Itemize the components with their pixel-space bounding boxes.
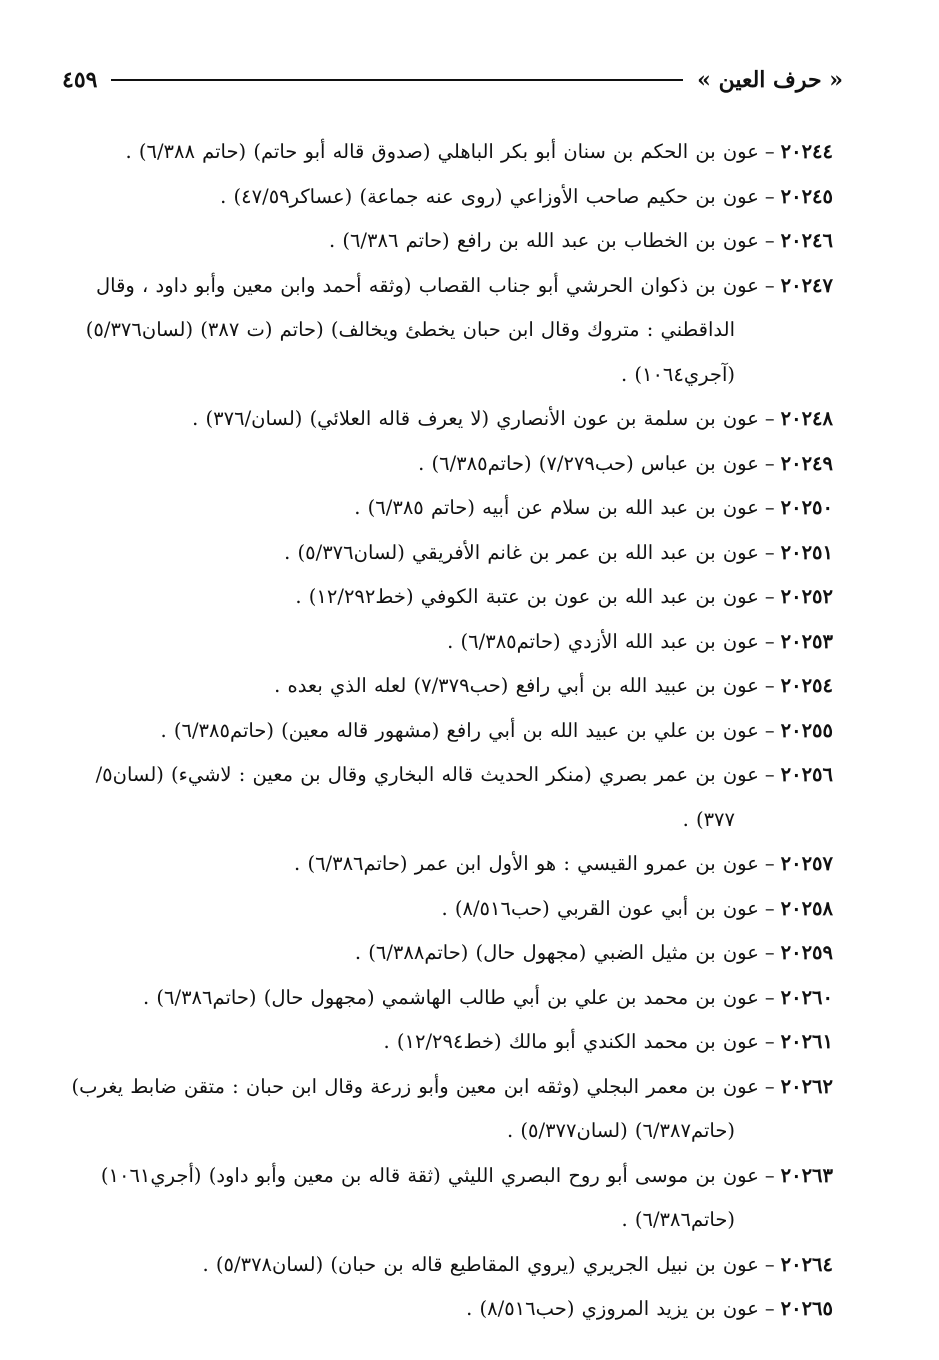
entry-text: عون بن عبيد الله بن أبي رافع (حب٧/٣٧٩) لعله الذي بعده . bbox=[274, 674, 759, 697]
entry-item bbox=[66, 1287, 833, 1332]
entry-number: ٢٠٢٥٤ bbox=[780, 674, 833, 697]
entry-text: عون بن عبد الله بن عون بن عتبة الكوفي (خط١٢/٢٩٢) . bbox=[295, 585, 759, 608]
entry-text: عون بن عبد الله الأزدي (حاتم٦/٣٨٥) . bbox=[447, 629, 759, 653]
entry-item bbox=[66, 709, 833, 754]
entry-item bbox=[66, 175, 833, 220]
entry-text: عون بن معمر البجلي (وثقه ابن معين وأبو زرعة وقال ابن حبان : متقن ضابط يغرب) (حاتم٦/٣٨٧) (لسان٥/٣٧٧) . bbox=[71, 1074, 759, 1142]
entry-dash: – bbox=[764, 407, 775, 430]
entry-item bbox=[66, 620, 833, 665]
entry-item bbox=[66, 931, 833, 976]
entry-list bbox=[66, 130, 833, 1332]
entry-dash: – bbox=[764, 629, 775, 653]
entry-number: ٢٠٢٦٢ bbox=[780, 1074, 833, 1098]
entry-item bbox=[66, 976, 833, 1021]
entry-text: عون بن مثيل الضبي (مجهول حال) (حاتم٦/٣٨٨) . bbox=[354, 941, 759, 964]
entry-text: عون بن ذكوان الحرشي أبو جناب القصاب (وثقه أحمد وابن معين وأبو داود ، وقال الداقطني : متروك وقال ابن حبان يخطئ ويخالف) (حاتم (ت ٣٨٧) (لسان٥/٣٧٦) (آجري١٠٦٤) . bbox=[85, 273, 759, 386]
entry-text: عون بن نبيل الجريري (يروي المقاطيع قاله بن حبان) (لسان٥/٣٧٨) . bbox=[202, 1252, 759, 1276]
entry-number: ٢٠٢٥٠ bbox=[780, 496, 833, 519]
entry-dash: – bbox=[764, 718, 775, 742]
entry-number: ٢٠٢٤٥ bbox=[780, 184, 833, 208]
entry-number: ٢٠٢٦٣ bbox=[780, 1163, 833, 1187]
chapter-title: « حرف العين » bbox=[697, 67, 843, 93]
entry-dash: – bbox=[764, 140, 775, 163]
entry-text: عون بن أبي عون القربي (حب٨/٥١٦) . bbox=[441, 896, 759, 920]
entry-text: عون بن عبد الله بن عمر بن غانم الأفريقي (لسان٥/٣٧٦) . bbox=[284, 540, 759, 564]
entry-item bbox=[66, 486, 833, 531]
entry-number: ٢٠٢٥٧ bbox=[780, 852, 833, 875]
entry-text: عون بن موسى أبو روح البصري الليثي (ثقة قاله بن معين وأبو داود) (أجري١٠٦١) (حاتم٦/٣٨٦) . bbox=[100, 1163, 759, 1231]
header-rule bbox=[111, 79, 683, 81]
entry-item bbox=[66, 442, 833, 487]
entry-text: عون بن عباس (حب٧/٢٧٩) (حاتم٦/٣٨٥) . bbox=[418, 451, 759, 475]
entry-dash: – bbox=[764, 1297, 775, 1320]
entry-dash: – bbox=[764, 585, 775, 608]
entry-item bbox=[66, 887, 833, 932]
entry-item bbox=[66, 219, 833, 264]
entry-dash: – bbox=[764, 229, 775, 252]
entry-number: ٢٠٢٤٨ bbox=[780, 407, 833, 430]
entry-number: ٢٠٢٤٩ bbox=[780, 451, 833, 475]
entry-dash: – bbox=[764, 184, 775, 208]
entry-dash: – bbox=[764, 273, 775, 297]
entry-text: عون بن عبد الله بن سلام عن أبيه (حاتم ٦/٣٨٥) . bbox=[354, 496, 759, 519]
entry-number: ٢٠٢٥١ bbox=[780, 540, 833, 564]
entry-dash: – bbox=[764, 674, 775, 697]
entry-item bbox=[66, 264, 833, 398]
entry-dash: – bbox=[764, 1163, 775, 1187]
entry-text: عون بن الحكم بن سنان أبو بكر الباهلي (صدوق قاله أبو حاتم) (حاتم ٦/٣٨٨) . bbox=[125, 140, 759, 163]
entry-item bbox=[66, 1020, 833, 1065]
entry-number: ٢٠٢٦٠ bbox=[780, 985, 833, 1009]
entry-text: عون بن عمرو القيسي : هو الأول ابن عمر (حاتم٦/٣٨٦) . bbox=[294, 852, 759, 875]
entry-dash: – bbox=[764, 941, 775, 964]
entry-item bbox=[66, 397, 833, 442]
entry-number: ٢٠٢٥٢ bbox=[780, 585, 833, 608]
entry-number: ٢٠٢٥٦ bbox=[780, 763, 833, 786]
entry-item bbox=[66, 531, 833, 576]
entry-item bbox=[66, 753, 833, 842]
entry-dash: – bbox=[764, 1252, 775, 1276]
entry-number: ٢٠٢٤٧ bbox=[780, 273, 833, 297]
entry-item bbox=[66, 1243, 833, 1288]
entry-number: ٢٠٢٥٩ bbox=[780, 941, 833, 964]
entry-text: عون بن الخطاب بن عبد الله بن رافع (حاتم ٦/٣٨٦) . bbox=[328, 229, 759, 252]
entry-number: ٢٠٢٦٥ bbox=[780, 1297, 833, 1320]
entry-dash: – bbox=[764, 1030, 775, 1053]
entry-item bbox=[66, 130, 833, 175]
entry-item bbox=[66, 1154, 833, 1243]
entry-dash: – bbox=[764, 896, 775, 920]
page-number: ٤٥٩ bbox=[62, 67, 98, 93]
entry-number: ٢٠٢٥٥ bbox=[780, 718, 833, 742]
entry-item bbox=[66, 575, 833, 620]
entry-number: ٢٠٢٦١ bbox=[780, 1030, 833, 1053]
entry-dash: – bbox=[764, 852, 775, 875]
entry-text: عون بن علي بن عبيد الله بن أبي رافع (مشهور قاله معين) (حاتم٦/٣٨٥) . bbox=[160, 718, 759, 742]
page-header bbox=[62, 62, 843, 98]
entry-number: ٢٠٢٥٨ bbox=[780, 896, 833, 920]
entry-dash: – bbox=[764, 763, 775, 786]
entry-number: ٢٠٢٥٣ bbox=[780, 629, 833, 653]
entry-dash: – bbox=[764, 1074, 775, 1098]
entry-text: عون بن سلمة بن عون الأنصاري (لا يعرف قاله العلائي) (لسان/٣٧٦) . bbox=[192, 407, 759, 430]
entry-number: ٢٠٢٦٤ bbox=[780, 1252, 833, 1276]
entry-text: عون بن يزيد المروزي (حب٨/٥١٦) . bbox=[466, 1297, 759, 1320]
entry-dash: – bbox=[764, 496, 775, 519]
entry-dash: – bbox=[764, 985, 775, 1009]
entry-dash: – bbox=[764, 540, 775, 564]
entry-text: عون بن عمر بصري (منكر الحديث قاله البخاري وقال بن معين : لاشيء) (لسان٥/ ٣٧٧) . bbox=[95, 763, 759, 831]
entry-text: عون بن حكيم صاحب الأوزاعي (روى عنه جماعة) (عساكر٤٧/٥٩) . bbox=[220, 184, 759, 208]
entry-item bbox=[66, 1065, 833, 1154]
entry-text: عون بن محمد بن علي بن أبي طالب الهاشمي (مجهول حال) (حاتم٦/٣٨٦) . bbox=[143, 985, 759, 1009]
entry-number: ٢٠٢٤٤ bbox=[780, 140, 833, 163]
entry-item bbox=[66, 842, 833, 887]
entry-dash: – bbox=[764, 451, 775, 475]
entry-item bbox=[66, 664, 833, 709]
entry-number: ٢٠٢٤٦ bbox=[780, 229, 833, 252]
entry-text: عون بن محمد الكندي أبو مالك (خط١٢/٢٩٤) . bbox=[383, 1030, 759, 1053]
